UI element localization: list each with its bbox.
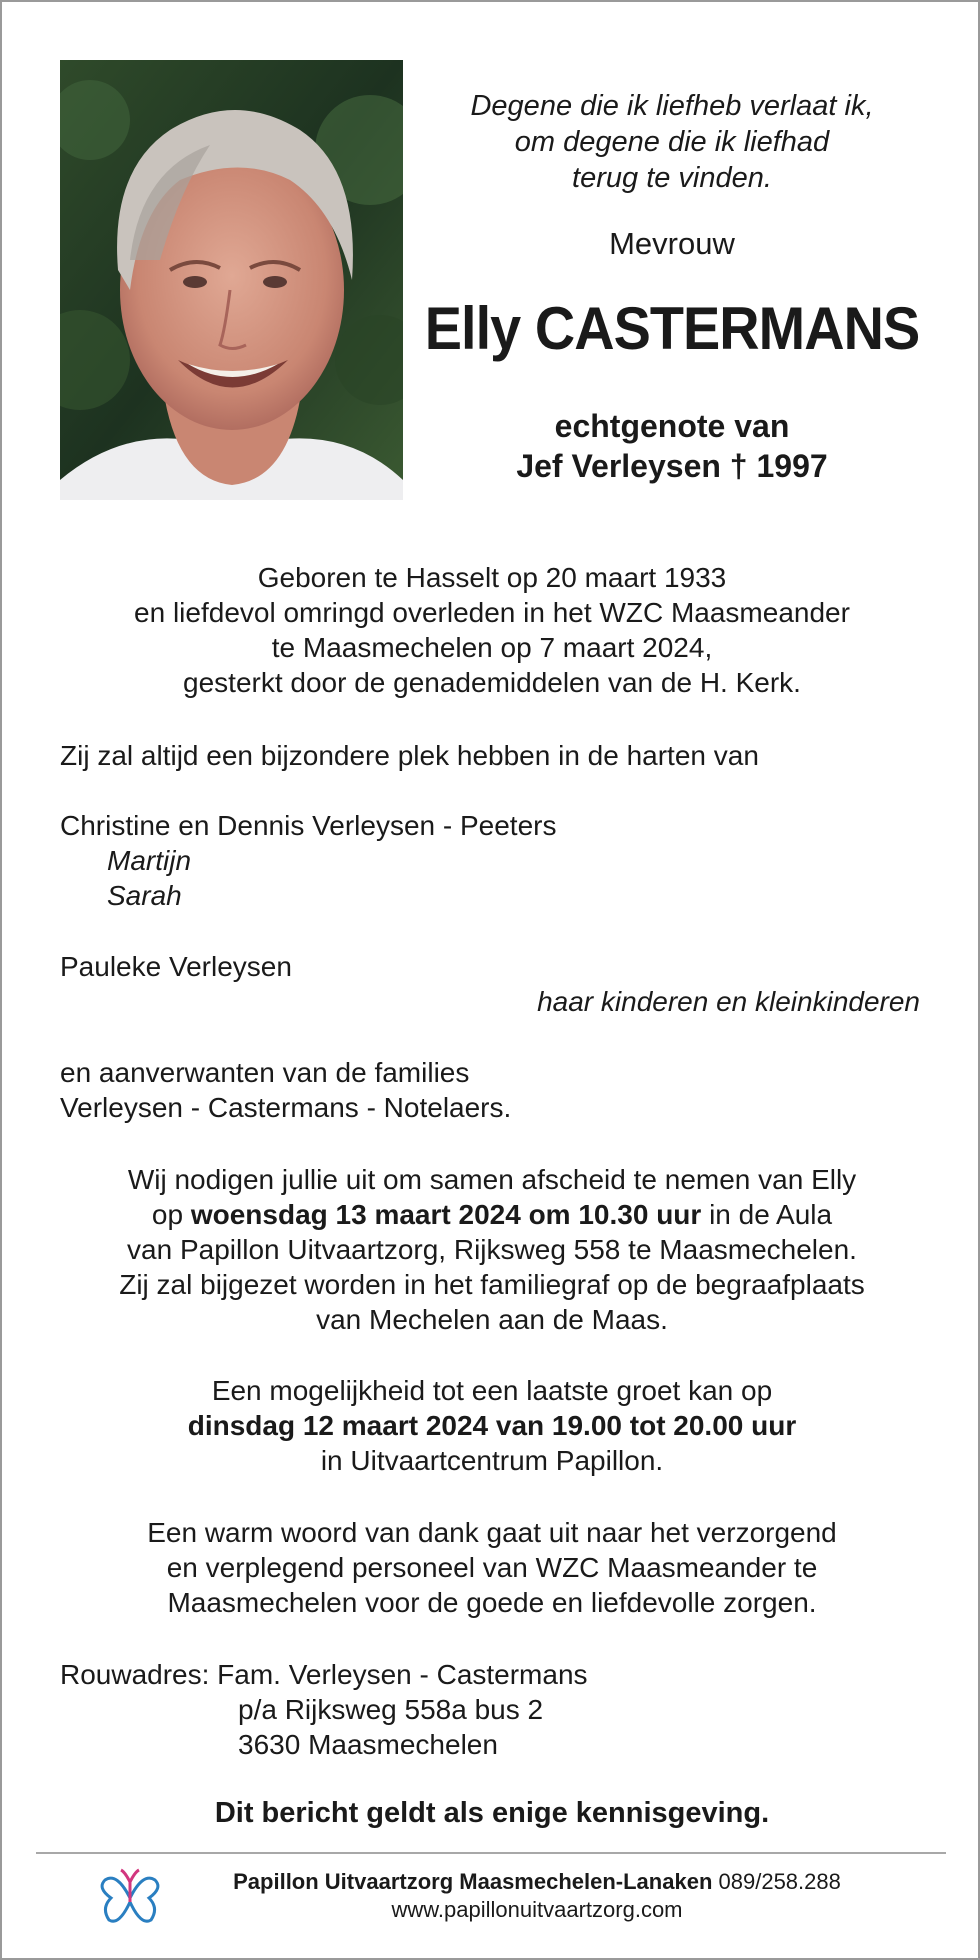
funeral-date: woensdag 13 maart 2024 om 10.30 uur bbox=[190, 1199, 702, 1230]
funeral-invitation bbox=[60, 1162, 924, 1337]
remembrance-intro: Zij zal altijd een bijzondere plek hebben in de harten van bbox=[60, 740, 759, 771]
grandchild-name: Martijn bbox=[107, 845, 192, 876]
quote-line: terug te vinden. bbox=[572, 162, 772, 194]
relatives-line: en aanverwanten van de families bbox=[60, 1057, 470, 1088]
text-line: en verplegend personeel van WZC Maasmeander te bbox=[166, 1552, 818, 1583]
family-child-1: Christine en Dennis Verleysen - Peeters bbox=[60, 810, 557, 841]
text-line: van Papillon Uitvaartzorg, Rijksweg 558 te Maasmechelen. bbox=[127, 1234, 857, 1265]
memorial-quote bbox=[422, 88, 922, 196]
company-phone: 089/258.288 bbox=[718, 1869, 841, 1894]
deceased-name: Elly CASTERMANS bbox=[424, 295, 920, 362]
text-fragment: op bbox=[151, 1199, 191, 1230]
text-line: in Uitvaartcentrum Papillon. bbox=[320, 1445, 664, 1476]
divider bbox=[36, 1852, 946, 1854]
text-line bbox=[60, 1197, 924, 1232]
text-line: Een warm woord van dank gaat uit naar het verzorgend bbox=[147, 1517, 837, 1548]
mourning-address-line: p/a Rijksweg 558a bus 2 bbox=[238, 1694, 544, 1725]
family-relation: haar kinderen en kleinkinderen bbox=[537, 986, 920, 1017]
text-line: gesterkt door de genademiddelen van de H. Kerk. bbox=[183, 667, 801, 698]
relatives-line: Verleysen - Castermans - Notelaers. bbox=[60, 1092, 512, 1123]
grandchild-name: Sarah bbox=[107, 880, 182, 911]
spouse-line: Jef Verleysen † 1997 bbox=[516, 448, 828, 484]
viewing-date: dinsdag 12 maart 2024 van 19.00 tot 20.00 uur bbox=[187, 1410, 797, 1441]
portrait-photo bbox=[60, 60, 403, 500]
mourning-address-line: 3630 Maasmechelen bbox=[238, 1729, 498, 1760]
closing-notice: Dit bericht geldt als enige kennisgeving. bbox=[214, 1797, 770, 1829]
text-line: en liefdevol omringd overleden in het WZC Maasmeander bbox=[134, 597, 850, 628]
family-child-2: Pauleke Verleysen bbox=[60, 951, 292, 982]
footer bbox=[162, 1868, 912, 1924]
footer-line bbox=[162, 1868, 912, 1896]
thanks-message bbox=[60, 1515, 924, 1620]
quote-line: om degene die ik liefhad bbox=[514, 126, 830, 158]
text-line: Zij zal bijgezet worden in het familiegraf op de begraafplaats bbox=[119, 1269, 865, 1300]
quote-line: Degene die ik liefheb verlaat ik, bbox=[470, 90, 874, 122]
text-line: Een mogelijkheid tot een laatste groet kan op bbox=[211, 1375, 773, 1406]
text-line: van Mechelen aan de Maas. bbox=[316, 1304, 668, 1335]
company-website: www.papillonuitvaartzorg.com bbox=[391, 1897, 683, 1922]
title-prefix: Mevrouw bbox=[609, 226, 735, 261]
spouse-line: echtgenote van bbox=[554, 408, 790, 444]
text-line: Wij nodigen jullie uit om samen afscheid te nemen van Elly bbox=[127, 1164, 857, 1195]
company-name: Papillon Uitvaartzorg Maasmechelen-Lanaken bbox=[233, 1869, 713, 1894]
text-line: Geboren te Hasselt op 20 maart 1933 bbox=[257, 562, 727, 593]
mourning-address-label: Rouwadres: Fam. Verleysen - Castermans bbox=[60, 1659, 588, 1690]
spouse-info bbox=[422, 406, 922, 486]
butterfly-logo-icon bbox=[97, 1868, 163, 1928]
text-line: te Maasmechelen op 7 maart 2024, bbox=[271, 632, 713, 663]
text-fragment: in de Aula bbox=[701, 1199, 833, 1230]
viewing-info bbox=[60, 1373, 924, 1478]
birth-death-info bbox=[60, 560, 924, 700]
text-line: Maasmechelen voor de goede en liefdevolle zorgen. bbox=[167, 1587, 817, 1618]
